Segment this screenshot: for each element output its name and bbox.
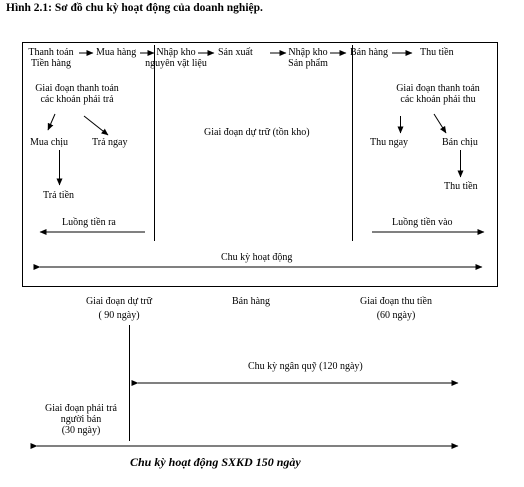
inventory-period-label [64,296,174,321]
payables-stage-label [22,83,132,105]
process-step-material-stock [135,47,217,69]
figure-title: Hình 2.1: Sơ đồ chu kỳ hoạt động của doanh nghiệp. [6,2,263,14]
process-step-purchase: Mua hàng [96,47,137,58]
cash-outflow-label: Luồng tiền ra [62,217,116,228]
process-step-production: Sản xuất [218,47,253,58]
cash-payment-label: Trả ngay [92,137,128,148]
process-step-payment-line2: Tiền hàng [31,58,71,69]
arrow-to-ban-chiu [434,114,446,133]
arrow-to-tra-ngay [84,116,108,135]
cash-cycle-label: Chu kỳ ngân quỹ (120 ngày) [248,361,363,372]
process-step-payment [24,47,78,69]
payable-period-days: (30 ngày) [61,425,101,436]
payable-period-line2: người bán [60,414,102,425]
process-step-product-stock-line1: Nhập kho [288,47,328,58]
process-step-product-stock [284,47,332,69]
payable-period-label [28,403,134,436]
cash-receipt-label: Thu ngay [370,137,409,148]
footer-total-cycle: Chu kỳ hoạt động SXKD 150 ngày [130,455,301,469]
operating-cycle-label: Chu kỳ hoạt động [221,252,293,263]
inventory-period-days: ( 90 ngày) [98,310,140,321]
cash-inflow-label: Luồng tiền vào [392,217,453,228]
frame-box [23,43,498,287]
pay-cash-label: Trả tiền [43,190,75,201]
process-step-material-stock-line1: Nhập kho [156,47,196,58]
receivables-stage-label [380,83,496,105]
credit-purchase-label: Mua chịu [30,137,69,148]
collection-period-line1: Giai đoạn thu tiền [360,296,432,307]
payables-stage-line2: các khoản phải trả [40,94,114,105]
arrow-to-mua-chiu [48,114,55,130]
process-step-sales: Bán hàng [350,47,389,58]
process-step-payment-line1: Thanh toán [28,47,74,58]
inventory-period-line1: Giai đoạn dự trữ [85,296,153,307]
collection-period-days: (60 ngày) [376,310,416,321]
collection-period-label [338,296,454,321]
receivables-stage-line1: Giai đoạn thanh toán [396,83,480,94]
process-step-collection: Thu tiền [420,47,454,58]
collect-cash-label: Thu tiền [444,181,478,192]
credit-sale-label: Bán chịu [442,137,478,148]
payables-stage-line1: Giai đoạn thanh toán [35,83,119,94]
payable-period-line1: Giai đoạn phải trả [45,403,117,414]
process-step-material-stock-line2: nguyên vật liệu [145,58,207,69]
receivables-stage-line2: các khoản phải thu [400,94,476,105]
sales-period-label: Bán hàng [232,296,271,307]
inventory-stage-label: Giai đoạn dự trữ (tồn kho) [204,127,310,138]
process-step-product-stock-line2: Sản phẩm [288,58,328,69]
